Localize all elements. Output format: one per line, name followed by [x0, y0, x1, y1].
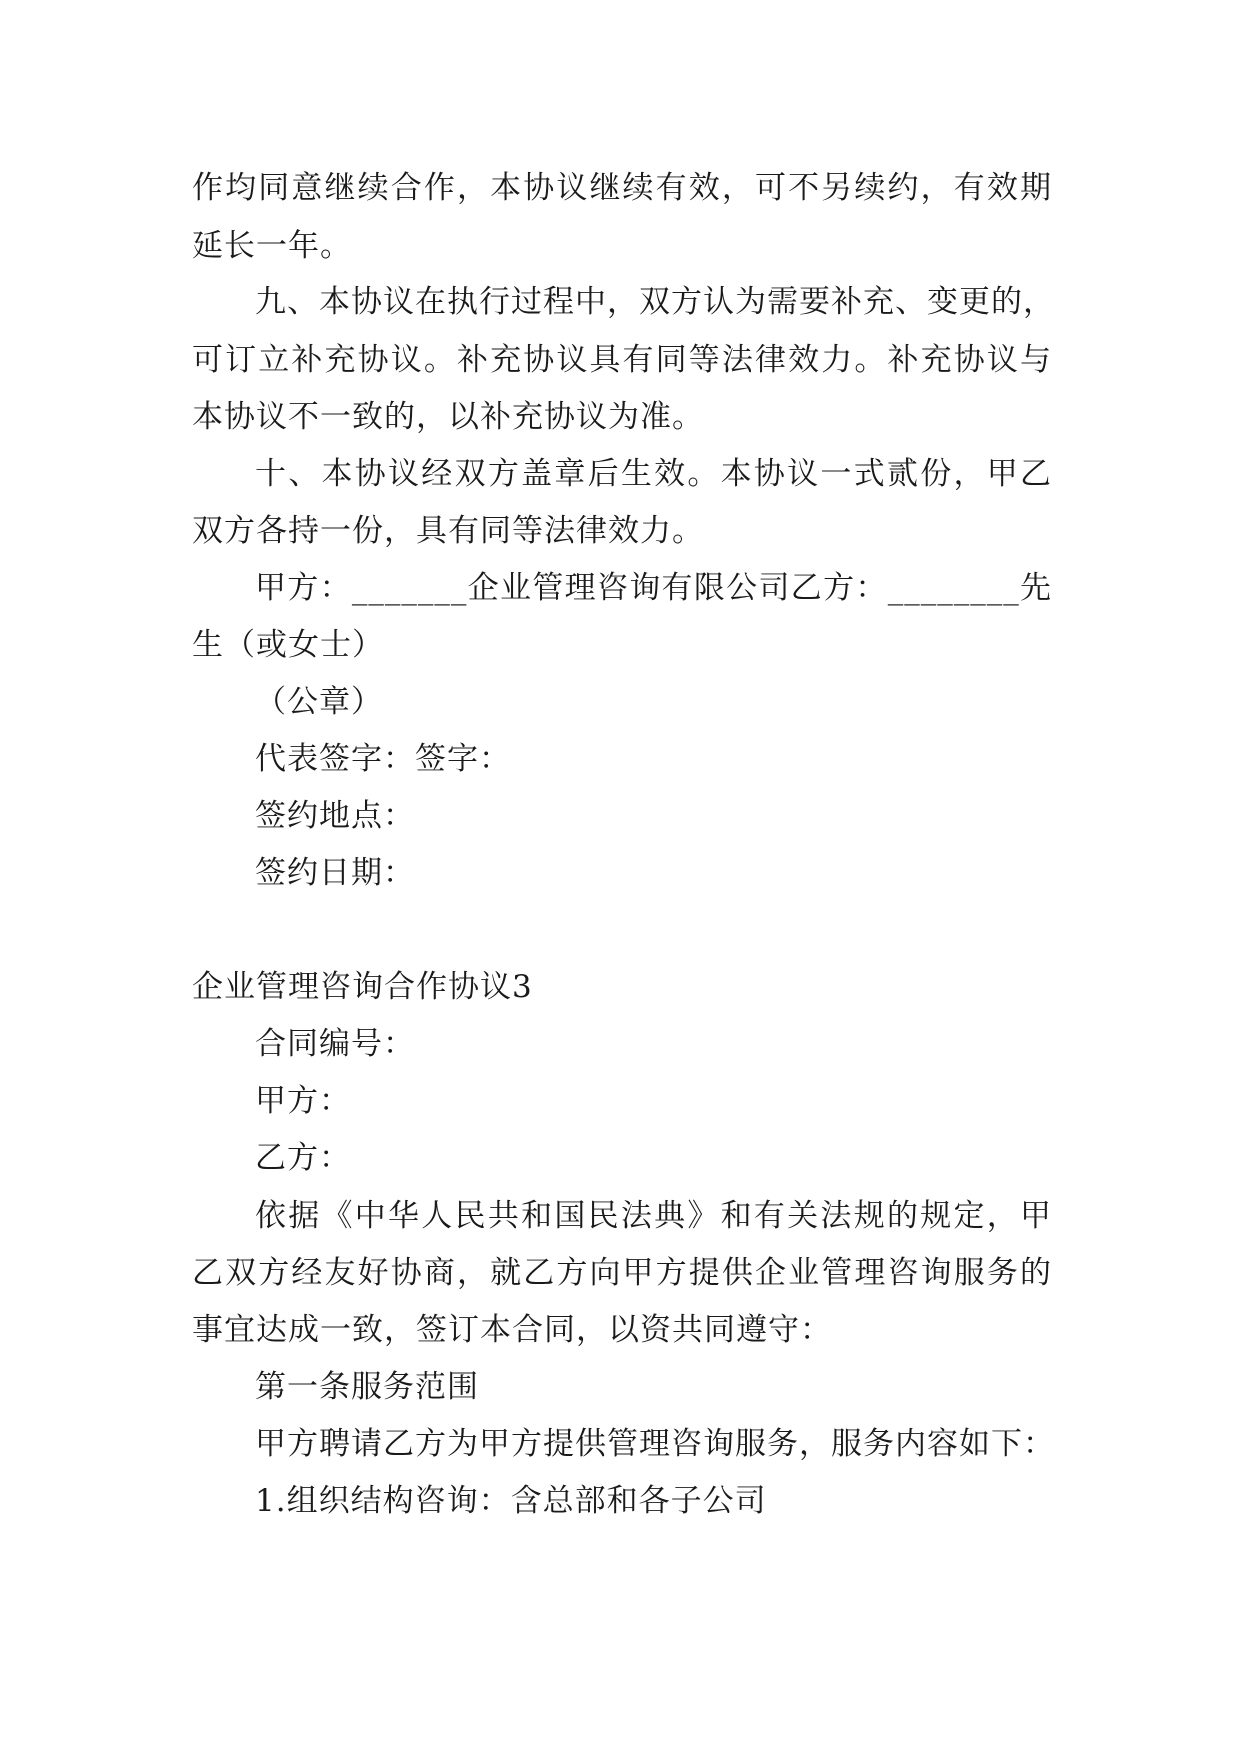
text-line: 作均同意继续合作，本协议继续有效，可不另续约，有效期: [192, 170, 1052, 206]
signing-place-label: 签约地点：: [255, 798, 415, 834]
preamble-paragraph: 依据《中华人民共和国民法典》和有关法规的规定，甲: [255, 1198, 1052, 1234]
party-signature-line: 甲方：_______企业管理咨询有限公司乙方：________先: [255, 570, 1052, 606]
contract-number-label: 合同编号：: [255, 1026, 415, 1062]
article-one-heading: 第一条服务范围: [255, 1369, 479, 1405]
clause-nine: 九、本协议在执行过程中，双方认为需要补充、变更的，: [255, 284, 1055, 320]
party-b-label: 乙方：: [255, 1140, 351, 1176]
service-item: 1.组织结构咨询：含总部和各子公司: [255, 1483, 767, 1519]
section-title: 企业管理咨询合作协议3: [192, 969, 533, 1005]
party-a-label: 甲方：: [255, 1083, 351, 1119]
text-line: 延长一年。: [192, 228, 352, 264]
text-line: 生（或女士）: [192, 627, 384, 663]
text-line: 可订立补充协议。补充协议具有同等法律效力。补充协议与: [192, 342, 1052, 378]
representative-signature-label: 代表签字：签字：: [255, 741, 511, 777]
text-line: 本协议不一致的，以补充协议为准。: [192, 399, 704, 435]
text-line: 乙双方经友好协商，就乙方向甲方提供企业管理咨询服务的: [192, 1255, 1052, 1291]
seal-label: （公章）: [255, 684, 383, 720]
text-line: 事宜达成一致，签订本合同，以资共同遵守：: [192, 1312, 832, 1348]
service-content-intro: 甲方聘请乙方为甲方提供管理咨询服务，服务内容如下：: [255, 1426, 1055, 1462]
clause-ten: 十、本协议经双方盖章后生效。本协议一式贰份，甲乙: [255, 456, 1052, 492]
signing-date-label: 签约日期：: [255, 855, 415, 891]
text-line: 双方各持一份，具有同等法律效力。: [192, 513, 704, 549]
